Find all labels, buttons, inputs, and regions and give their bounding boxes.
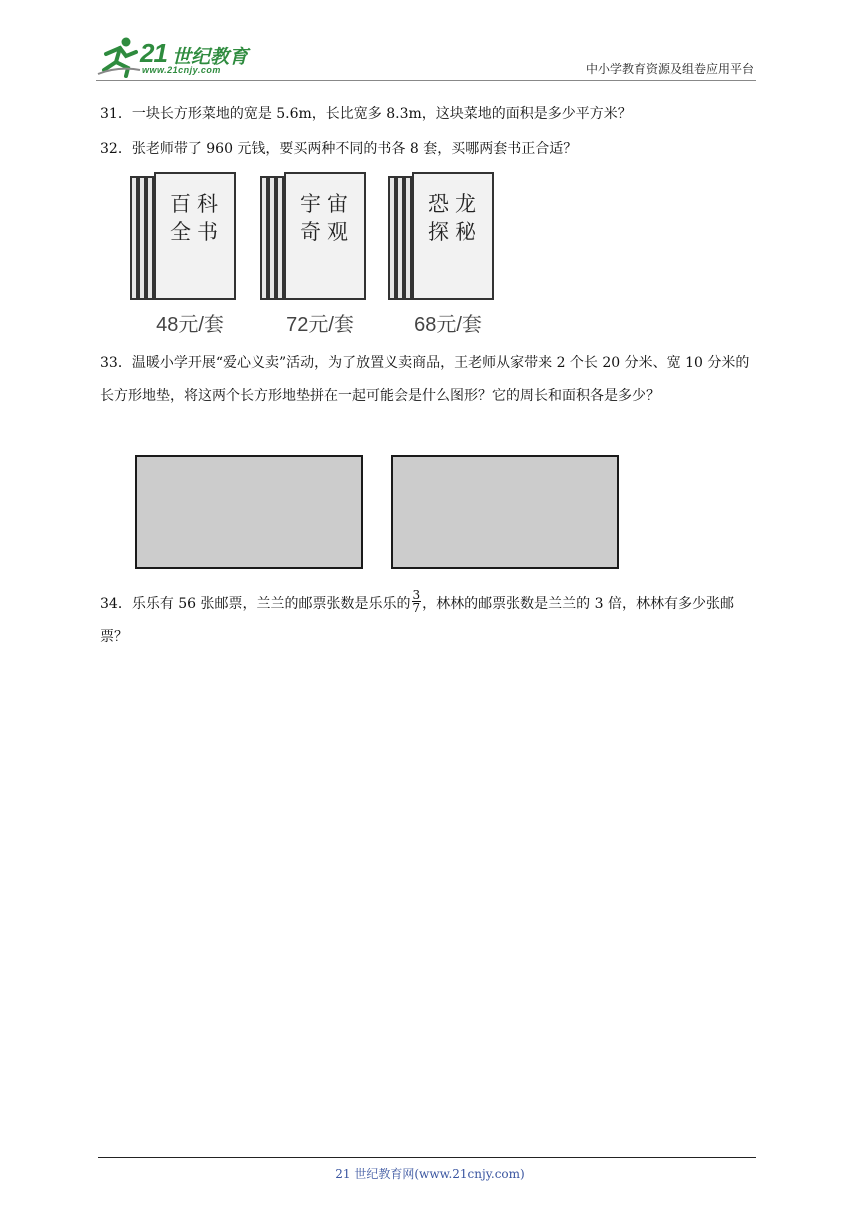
book-cover	[154, 172, 236, 300]
floor-mat-rectangle-1	[135, 455, 363, 569]
page-header	[96, 34, 756, 81]
book-price: 72元/套	[286, 314, 354, 336]
logo-number: 21	[140, 38, 167, 68]
book-encyclopedia	[130, 172, 240, 336]
book-title-line1: 宇宙	[300, 192, 354, 216]
fraction-numerator: 3	[412, 587, 421, 602]
book-price: 48元/套	[156, 314, 224, 336]
book-title-line2: 全书	[170, 220, 224, 244]
fraction	[412, 589, 422, 614]
fraction-denominator: 7	[412, 600, 421, 615]
book-cover	[412, 172, 494, 300]
footer-text: 21 世纪教育网(www.21cnjy.com)	[335, 1167, 525, 1181]
question-33: 33．温暖小学开展“爱心义卖”活动，为了放置义卖商品，王老师从家带来 2 个长 20 分米、宽 10 分米的长方形地垫，将这两个长方形地垫拼在一起可能会是什么图形？它的周长和面积各是多少？	[100, 355, 750, 404]
logo-brand-text: 世纪教育	[172, 46, 249, 68]
footer-divider	[98, 1157, 756, 1158]
book-universe	[260, 172, 370, 336]
book-title-line1: 百科	[170, 192, 224, 216]
question-34	[100, 588, 760, 654]
runner-logo-icon	[96, 34, 142, 78]
question-34-text-start: 34．乐乐有 56 张邮票，兰兰的邮票张数是乐乐的	[100, 596, 411, 612]
book-dinosaur	[388, 172, 498, 336]
book-title-line2: 奇观	[300, 220, 354, 244]
floor-mat-rectangle-2	[391, 455, 619, 569]
header-platform-text: 中小学教育资源及组卷应用平台	[585, 62, 754, 76]
book-title-line1: 恐龙	[428, 192, 482, 216]
logo	[96, 34, 256, 78]
logo-url: www.21cnjy.com	[142, 65, 221, 75]
book-title-line2: 探秘	[428, 220, 482, 244]
question-34-text-end: ，林林的邮票张数是兰兰的 3 倍，林林有多少张邮票？	[100, 596, 734, 645]
book-price: 68元/套	[414, 314, 482, 336]
question-31: 31．一块长方形菜地的宽是 5.6m，长比宽多 8.3m，这块菜地的面积是多少平方米？	[100, 106, 632, 122]
book-cover	[284, 172, 366, 300]
question-32: 32．张老师带了 960 元钱，要买两种不同的书各 8 套，买哪两套书正合适？	[100, 141, 578, 157]
